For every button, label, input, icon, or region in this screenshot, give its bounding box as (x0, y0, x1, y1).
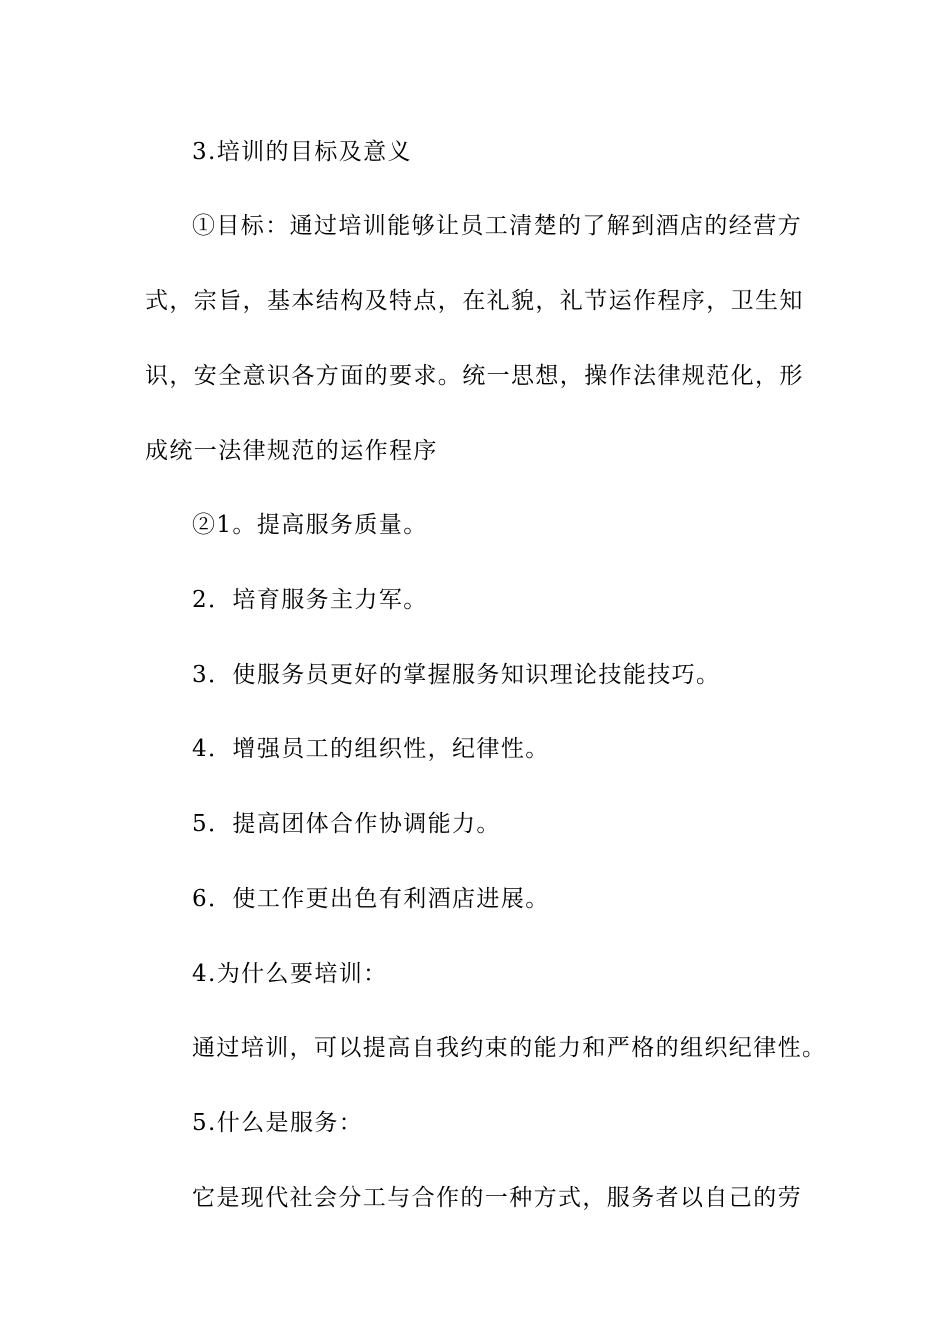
section-heading-4: 4.为什么要培训： (192, 961, 388, 987)
section-heading-3: 3.培训的目标及意义 (192, 139, 412, 165)
list-item: 3．使服务员更好的掌握服务知识理论技能技巧。 (192, 662, 721, 688)
paragraph-line: 识，安全意识各方面的要求。统一思想，操作法律规范化，形 (145, 363, 804, 389)
paragraph-line: 它是现代社会分工与合作的一种方式，服务者以自己的劳 (192, 1185, 802, 1211)
list-item: ②1。提高服务质量。 (192, 512, 428, 538)
section-heading-5: 5.什么是服务： (192, 1110, 364, 1136)
list-item: 5．提高团体合作协调能力。 (192, 811, 501, 837)
list-item: 6．使工作更出色有利酒店进展。 (192, 886, 550, 912)
list-item: 2．培育服务主力军。 (192, 587, 428, 613)
list-item: 4．增强员工的组织性，纪律性。 (192, 736, 550, 762)
paragraph-line: 式，宗旨，基本结构及特点，在礼貌，礼节运作程序，卫生知 (145, 288, 804, 314)
paragraph-line: 成统一法律规范的运作程序 (145, 438, 438, 464)
paragraph-line: ①目标：通过培训能够让员工清楚的了解到酒店的经营方 (192, 213, 802, 239)
paragraph-line: 通过培训，可以提高自我约束的能力和严格的组织纪律性。 (192, 1035, 827, 1061)
